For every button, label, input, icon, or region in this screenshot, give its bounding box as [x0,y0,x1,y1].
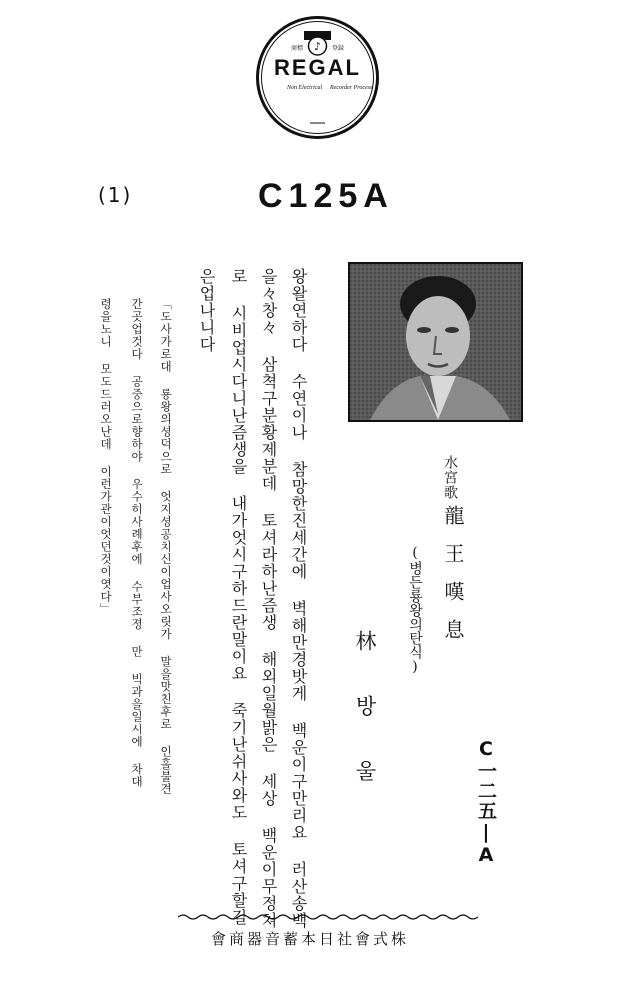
song-title-korean: (병든룡왕의탄식) [407,545,423,675]
song-genre: 水宮歌 [442,455,458,500]
lyric-line-3: 로 시비업시다니난즘생을 내가엇시구하드란말이요 죽기난쉬사와도 토셔구할길 [229,268,248,926]
svg-text:商標: 商標 [290,45,304,52]
singer-photo [348,262,523,422]
lyric-line-2: 을々창々 삼쳑구분황제분데 토셔라하난즘생 해외일월밝은 세상 백운이무정쳐 [259,268,278,929]
portrait-image [350,264,521,420]
regal-logo [255,15,380,140]
wavy-divider [178,913,478,921]
regal-logo-emblem [255,15,380,140]
brand-name: REGAL [274,55,361,80]
singer-name: 林방울 [353,630,377,825]
lyric-line-1: 왕왈연하다 수연이나 참망한진세간에 벽해만경밧게 백운이구만리요 러산송백 [289,268,308,929]
svg-text:登録: 登録 [331,45,345,52]
svg-text:Recorder Process: Recorder Process [330,85,373,91]
svg-text:Non Electrical: Non Electrical [287,85,323,91]
note-line-2: 간곳업것다 공중으로향하야 우수히사례후에 수부조졍 만 빅과을일시에 차대 [130,298,144,788]
svg-text:♪: ♪ [313,40,322,53]
song-title-chinese: 龍王嘆息 [441,505,465,657]
note-line-1: 「도사가로대 룡왕의셩덕으로 엇지셩공치신이업사오릿가 말을맛친후로 인홀불견 [159,298,173,796]
note-line-3: 령을노니 모도드러오난데 이런가관이엇던것이엿다」 [99,298,113,616]
catalog-number: C125A [258,177,394,215]
publisher-name: 會商器音蓄本日社會式株 [210,930,409,948]
lyric-line-4: 은업나니다 [197,268,216,353]
page-number: (1) [98,183,133,207]
side-label: C一二五|A [475,738,497,867]
